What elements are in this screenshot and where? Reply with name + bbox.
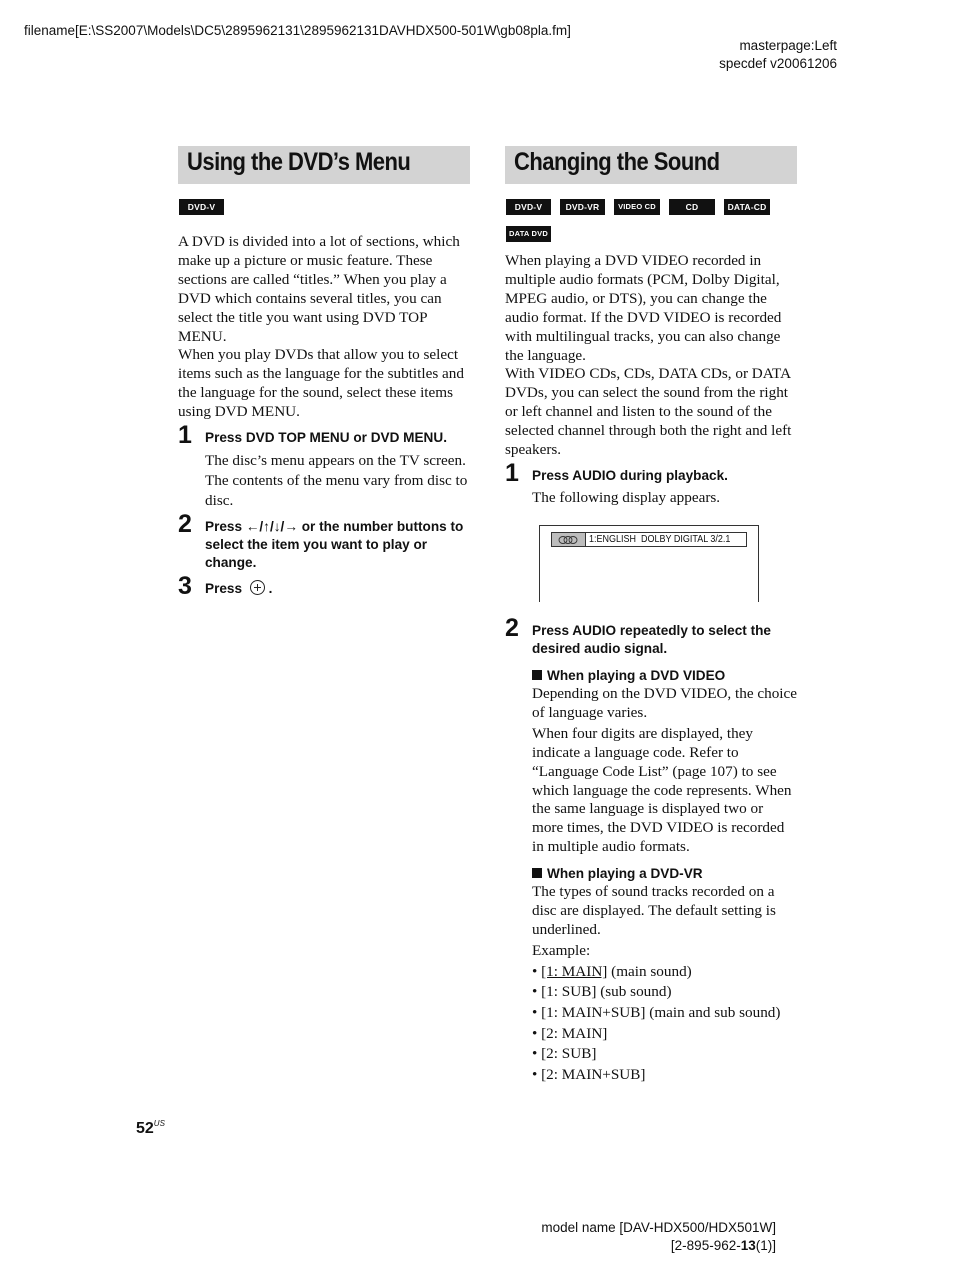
model-code-prefix: [2-895-962- [670, 1238, 741, 1253]
track-code: [2: MAIN] [541, 1024, 608, 1042]
square-bullet-icon [532, 670, 542, 680]
enter-button-icon [250, 580, 265, 595]
list-item: • [2: MAIN+SUB] [532, 1066, 646, 1084]
subsection-heading-text: When playing a DVD VIDEO [547, 668, 726, 683]
step-instruction [205, 580, 473, 598]
page-region: US [153, 1119, 165, 1128]
dvd-v-badge: DVD-V [506, 199, 551, 215]
intro-paragraph-2: When you play DVDs that allow you to select items such as the language for the subtitles and the language for the sound, select these items using DVD MENU. [178, 346, 464, 421]
subsection-heading [532, 865, 797, 883]
square-bullet-icon [532, 868, 542, 878]
audio-info-bar [551, 532, 747, 547]
subsection-paragraph: Depending on the DVD VIDEO, the choice of language varies. [532, 685, 798, 721]
track-code: [1: MAIN+SUB] [541, 1004, 646, 1022]
filename-header: filename[E:\SS2007\Models\DC5\2895962131\2895962131DAVHDX500-501W\gb08pla.fm] [24, 23, 571, 38]
audio-icon [552, 533, 586, 546]
dvd-v-badge: DVD-V [179, 199, 224, 215]
dvd-vr-badge: DVD-VR [560, 199, 605, 215]
section-title-text: Changing the Sound [514, 148, 720, 176]
video-cd-badge: VIDEO CD [614, 199, 660, 215]
step-description [205, 451, 473, 511]
data-dvd-badge: DATA DVD [506, 226, 551, 242]
track-code: [2: SUB] [541, 1045, 597, 1063]
intro-paragraph-1: A DVD is divided into a lot of sections, which make up a picture or music feature. These sections are called “titles.” When you play a DVD which contains several titles, you can select the title you want using DVD TOP MENU. [178, 233, 460, 345]
intro-paragraph-2: With VIDEO CDs, CDs, DATA CDs, or DATA DVDs, you can select the sound from the right or left channel and listen to the sound of the selected channel through both the right and left speakers. [505, 365, 792, 459]
masterpage-label [719, 37, 837, 73]
intro-paragraph-1: When playing a DVD VIDEO recorded in multiple audio formats (PCM, Dolby Digital, MPEG audio, or DTS), you can change the audio format. If the DVD VIDEO is recorded with multilingual tracks, you can also change the language. [505, 252, 782, 364]
step-description: The following display appears. [532, 489, 721, 506]
list-item: • [2: MAIN] [532, 1024, 608, 1042]
audio-display-screen [539, 525, 759, 602]
subsection-body [532, 883, 797, 1087]
step-number: 1 [178, 421, 192, 449]
example-label: Example: [532, 941, 591, 959]
intro-text [505, 252, 797, 460]
step-number: 2 [505, 614, 519, 642]
list-item: • [1: SUB] (sub sound) [532, 983, 672, 1001]
subsection-heading-text: When playing a DVD-VR [547, 866, 703, 881]
step-number: 1 [505, 459, 519, 487]
track-code: [1: MAIN] [541, 962, 608, 980]
subsection-heading [532, 667, 797, 685]
track-note: (main sound) [607, 962, 692, 980]
masterpage-text: masterpage:Left [739, 38, 837, 53]
cd-badge: CD [669, 199, 715, 215]
page-number [136, 1114, 165, 1139]
subsection-paragraph: When four digits are displayed, they indicate a language code. Refer to “Language Code List” (page 107) to see which language the code represents. When the same language is displayed two or more times, the DVD VIDEO is recorded in multiple audio formats. [532, 724, 792, 856]
step-period: . [268, 581, 273, 596]
audio-track-text: 1:ENGLISH DOLBY DIGITAL 3/2.1 [589, 534, 731, 545]
section-title-text: Using the DVD’s Menu [187, 148, 411, 176]
page-number-text: 52 [136, 1120, 154, 1137]
specdef-text: specdef v20061206 [719, 56, 837, 71]
section-title-changing-sound [505, 146, 797, 184]
model-code-bold: 13 [740, 1238, 756, 1253]
section-title-dvd-menu [178, 146, 470, 184]
intro-text [178, 233, 470, 422]
list-item: • [2: SUB] [532, 1045, 597, 1063]
step-instruction: Press ←/↑/↓/→ or the number buttons to select the item you want to play or change. [205, 519, 464, 570]
model-name: model name [DAV-HDX500/HDX501W] [541, 1220, 776, 1235]
data-cd-badge: DATA-CD [724, 199, 770, 215]
model-code-suffix: (1)] [755, 1238, 776, 1253]
subsection-body [532, 685, 797, 857]
step-instruction: Press DVD TOP MENU or DVD MENU. [205, 430, 447, 445]
model-code [541, 1237, 776, 1255]
subsection-paragraph: The types of sound tracks recorded on a disc are displayed. The default setting is underlined. [532, 883, 776, 938]
step-desc-line-1: The disc’s menu appears on the TV screen. [205, 452, 466, 469]
sound-track-list [532, 963, 797, 1085]
list-item: • [1: MAIN] (main sound) [532, 962, 692, 980]
step-number: 3 [178, 572, 192, 600]
step-instruction: Press AUDIO repeatedly to select the desired audio signal. [532, 623, 771, 656]
list-item: • [1: MAIN+SUB] (main and sub sound) [532, 1004, 781, 1022]
step-desc-line-2: The contents of the menu vary from disc to disc. [205, 472, 468, 509]
track-code: [2: MAIN+SUB] [541, 1066, 646, 1084]
step-press-text: Press [205, 581, 243, 596]
model-info [541, 1219, 776, 1255]
step-number: 2 [178, 510, 192, 538]
track-note: (sub sound) [596, 983, 672, 1001]
step-instruction: Press AUDIO during playback. [532, 468, 728, 483]
track-code: [1: SUB] [541, 983, 597, 1001]
track-note: (main and sub sound) [645, 1004, 781, 1022]
